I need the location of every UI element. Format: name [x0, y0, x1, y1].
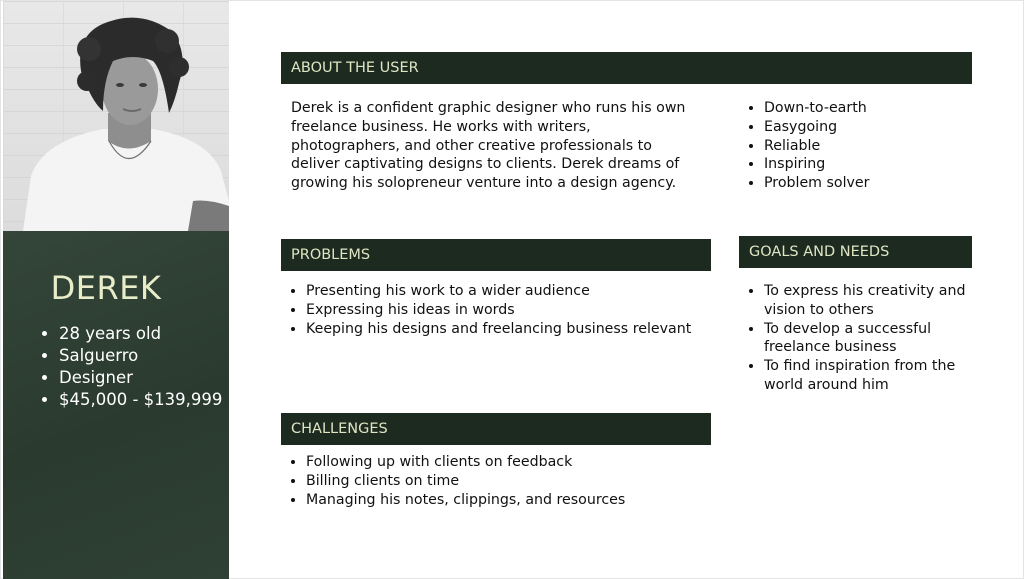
goal-item: • To express his creativity and vision to others: [764, 282, 974, 320]
goal-item: • To find inspiration from the world around him: [764, 357, 974, 395]
trait-item: • Inspiring: [764, 155, 984, 174]
portrait-photo: [3, 1, 229, 231]
problem-item: • Presenting his work to a wider audience: [306, 282, 706, 301]
problems-list: [288, 282, 706, 338]
detail-age: • 28 years old: [59, 323, 239, 345]
goals-header: GOALS AND NEEDS: [739, 236, 972, 268]
traits-list: [746, 99, 984, 193]
challenge-item: • Managing his notes, clippings, and resources: [306, 491, 726, 510]
goal-item: • To develop a successful freelance business: [764, 320, 974, 358]
persona-name: DEREK: [50, 269, 162, 307]
challenges-list: [288, 453, 726, 509]
persona-details: [41, 323, 239, 411]
challenge-item: • Following up with clients on feedback: [306, 453, 726, 472]
goals-list: [746, 282, 974, 395]
trait-item: • Problem solver: [764, 174, 984, 193]
challenges-header: CHALLENGES: [281, 413, 711, 445]
trait-item: • Down-to-earth: [764, 99, 984, 118]
trait-item: • Reliable: [764, 137, 984, 156]
problems-header: PROBLEMS: [281, 239, 711, 271]
detail-income: • $45,000 - $139,999: [59, 389, 239, 411]
trait-item: • Easygoing: [764, 118, 984, 137]
detail-location: • Salguerro: [59, 345, 239, 367]
problem-item: • Expressing his ideas in words: [306, 301, 706, 320]
detail-occupation: • Designer: [59, 367, 239, 389]
challenge-item: • Billing clients on time: [306, 472, 726, 491]
problem-item: • Keeping his designs and freelancing business relevant: [306, 320, 706, 339]
about-description: Derek is a confident graphic designer who runs his own freelance business. He works with writers, photographers, and other creative professionals to deliver captivating designs to clients. Derek dreams of growing his solopreneur venture into a design agency.: [291, 100, 686, 192]
about-header: ABOUT THE USER: [281, 52, 972, 84]
